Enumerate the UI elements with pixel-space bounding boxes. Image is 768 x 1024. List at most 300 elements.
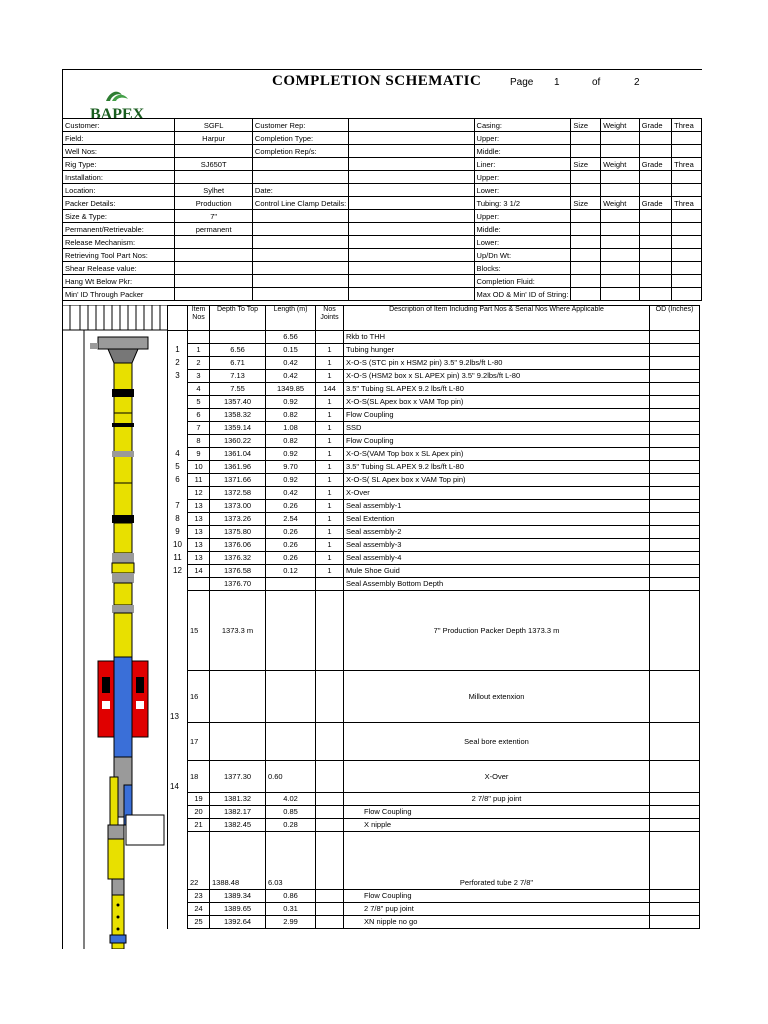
info-row (63, 236, 702, 249)
depth-cell (210, 331, 266, 344)
length-cell: 0.60 (266, 761, 316, 793)
info-cell (639, 132, 671, 145)
od-cell (650, 591, 700, 671)
info-row (63, 119, 702, 132)
depth-cell: 1388.48 (210, 832, 266, 890)
info-cell: Release Mechanism: (63, 236, 175, 249)
info-cell (571, 262, 601, 275)
info-cell (252, 210, 348, 223)
length-cell: 6.03 (266, 832, 316, 890)
joints-cell (316, 832, 344, 890)
info-cell (175, 249, 253, 262)
od-cell (650, 461, 700, 474)
length-cell: 0.86 (266, 890, 316, 903)
group-number (168, 916, 188, 929)
sheet-top-border (62, 69, 702, 70)
description-cell: X-O-S (HSM2 box x SL APEX pin) 3.5" 9.2lbs/ft L-80 (344, 370, 650, 383)
depth-cell (210, 671, 266, 723)
component-row-tall (168, 723, 700, 761)
of-label: of (592, 77, 601, 88)
depth-cell: 7.55 (210, 383, 266, 396)
joints-cell: 1 (316, 539, 344, 552)
well-info-table (62, 118, 702, 301)
depth-cell: 1376.70 (210, 578, 266, 591)
info-cell: Weight (601, 119, 640, 132)
joints-cell: 1 (316, 474, 344, 487)
group-number: 3 (168, 370, 188, 383)
group-number (168, 806, 188, 819)
item-number: 21 (188, 819, 210, 832)
description-cell: Tubing hunger (344, 344, 650, 357)
depth-cell: 1376.32 (210, 552, 266, 565)
info-cell (349, 288, 474, 301)
info-cell (349, 249, 474, 262)
component-row (168, 916, 700, 929)
od-cell (650, 331, 700, 344)
info-cell (349, 145, 474, 158)
od-cell (650, 422, 700, 435)
depth-cell: 1389.34 (210, 890, 266, 903)
depth-cell: 1373.00 (210, 500, 266, 513)
info-cell (672, 171, 702, 184)
hdr-item: Item Nos (188, 306, 210, 331)
description-cell: Seal assembly-4 (344, 552, 650, 565)
info-cell (349, 171, 474, 184)
od-cell (650, 526, 700, 539)
joints-cell: 1 (316, 565, 344, 578)
item-number: 23 (188, 890, 210, 903)
info-cell (601, 249, 640, 262)
info-cell (601, 288, 640, 301)
info-cell (175, 275, 253, 288)
info-cell (672, 262, 702, 275)
item-number: 20 (188, 806, 210, 819)
info-cell: Lower: (474, 236, 571, 249)
info-cell (252, 249, 348, 262)
info-cell: Hang Wt Below Pkr: (63, 275, 175, 288)
info-cell (349, 132, 474, 145)
component-header-row (168, 306, 700, 331)
group-number: 10 (168, 539, 188, 552)
info-cell (601, 145, 640, 158)
production-packer (98, 657, 148, 757)
info-cell (175, 288, 253, 301)
group-number (168, 396, 188, 409)
length-cell: 0.92 (266, 448, 316, 461)
depth-cell: 1375.80 (210, 526, 266, 539)
info-cell: Grade (639, 158, 671, 171)
description-cell: Perforated tube 2 7/8" (344, 832, 650, 890)
length-cell: 0.42 (266, 357, 316, 370)
info-cell (639, 223, 671, 236)
info-cell (252, 223, 348, 236)
info-cell: Lower: (474, 184, 571, 197)
info-row (63, 275, 702, 288)
component-row (168, 793, 700, 806)
item-number: 13 (188, 500, 210, 513)
joints-cell: 1 (316, 448, 344, 461)
joints-cell: 1 (316, 487, 344, 500)
group-number (168, 422, 188, 435)
od-cell (650, 890, 700, 903)
joints-cell: 1 (316, 461, 344, 474)
info-cell (571, 249, 601, 262)
length-cell (266, 591, 316, 671)
item-number: 19 (188, 793, 210, 806)
info-cell (349, 119, 474, 132)
component-row (168, 552, 700, 565)
od-cell (650, 723, 700, 761)
description-cell: 2 7/8" pup joint (344, 793, 650, 806)
info-cell (252, 236, 348, 249)
depth-cell: 1361.96 (210, 461, 266, 474)
od-cell (650, 832, 700, 890)
item-number: 13 (188, 552, 210, 565)
info-cell: Upper: (474, 171, 571, 184)
group-number (168, 723, 188, 761)
info-cell: 7" (175, 210, 253, 223)
info-cell (252, 288, 348, 301)
od-cell (650, 396, 700, 409)
component-row-tall (168, 761, 700, 793)
info-cell: Weight (601, 197, 640, 210)
length-cell: 0.82 (266, 435, 316, 448)
info-cell (672, 236, 702, 249)
joints-cell: 1 (316, 370, 344, 383)
tubing-hanger (90, 337, 148, 363)
joints-cell: 1 (316, 500, 344, 513)
group-number (168, 409, 188, 422)
info-cell (349, 158, 474, 171)
group-number: 7 (168, 500, 188, 513)
info-cell (672, 223, 702, 236)
item-number: 3 (188, 370, 210, 383)
info-cell (639, 288, 671, 301)
description-cell: X nipple (344, 819, 650, 832)
item-number: 14 (188, 565, 210, 578)
od-cell (650, 448, 700, 461)
component-row (168, 344, 700, 357)
group-number: 6 (168, 474, 188, 487)
info-cell: SGFL (175, 119, 253, 132)
length-cell: 0.26 (266, 526, 316, 539)
depth-cell: 7.13 (210, 370, 266, 383)
depth-cell: 1371.66 (210, 474, 266, 487)
length-cell: 0.28 (266, 819, 316, 832)
info-cell: Shear Release value: (63, 262, 175, 275)
od-cell (650, 903, 700, 916)
od-cell (650, 409, 700, 422)
length-cell: 0.92 (266, 474, 316, 487)
item-number: 18 (188, 761, 210, 793)
group-number: 12 (168, 565, 188, 578)
joints-cell: 1 (316, 344, 344, 357)
description-cell: Seal Assembly Bottom Depth (344, 578, 650, 591)
completion-sheet (62, 69, 702, 949)
component-row-tall (168, 591, 700, 671)
description-cell: Seal Extention (344, 513, 650, 526)
length-cell: 9.70 (266, 461, 316, 474)
joints-cell: 1 (316, 513, 344, 526)
group-number: 13 (168, 671, 188, 723)
description-cell: X-O-S(VAM Top box x SL Apex pin) (344, 448, 650, 461)
info-cell (252, 262, 348, 275)
depth-cell: 1377.30 (210, 761, 266, 793)
length-cell: 0.26 (266, 539, 316, 552)
depth-cell: 1357.40 (210, 396, 266, 409)
component-row (168, 409, 700, 422)
component-row (168, 461, 700, 474)
info-row (63, 223, 702, 236)
description-cell: Flow Coupling (344, 435, 650, 448)
component-row (168, 435, 700, 448)
depth-cell: 1376.58 (210, 565, 266, 578)
info-cell: Threa (672, 158, 702, 171)
info-cell: Size (571, 158, 601, 171)
component-row (168, 513, 700, 526)
item-number: 25 (188, 916, 210, 929)
joints-cell: 1 (316, 435, 344, 448)
od-cell (650, 344, 700, 357)
info-cell: Size & Type: (63, 210, 175, 223)
joints-cell (316, 723, 344, 761)
info-cell (639, 184, 671, 197)
component-row-tall (168, 671, 700, 723)
info-cell (349, 197, 474, 210)
logo-text: BAPEX (90, 106, 145, 121)
component-row (168, 578, 700, 591)
completion-diagram (62, 305, 167, 949)
info-cell: Harpur (175, 132, 253, 145)
joints-cell: 1 (316, 409, 344, 422)
depth-cell: 1373.3 m (210, 591, 266, 671)
group-number: 11 (168, 552, 188, 565)
info-cell (349, 262, 474, 275)
length-cell: 0.15 (266, 344, 316, 357)
info-cell (349, 223, 474, 236)
info-cell: Well Nos: (63, 145, 175, 158)
info-cell (252, 171, 348, 184)
length-cell: 0.26 (266, 552, 316, 565)
info-cell: Upper: (474, 132, 571, 145)
depth-cell: 1359.14 (210, 422, 266, 435)
info-cell: Size (571, 197, 601, 210)
description-cell: X-Over (344, 487, 650, 500)
info-cell (601, 223, 640, 236)
length-cell: 0.82 (266, 409, 316, 422)
depth-cell: 1360.22 (210, 435, 266, 448)
info-cell: Field: (63, 132, 175, 145)
info-cell: Grade (639, 197, 671, 210)
lower-string (108, 839, 126, 949)
info-cell: Control Line Clamp Details: (252, 197, 348, 210)
info-cell (601, 262, 640, 275)
depth-cell: 1373.26 (210, 513, 266, 526)
joints-cell (316, 793, 344, 806)
info-row (63, 145, 702, 158)
info-cell (601, 132, 640, 145)
info-cell (252, 275, 348, 288)
page-title: COMPLETION SCHEMATIC (272, 73, 482, 89)
info-cell (672, 210, 702, 223)
depth-cell: 6.56 (210, 344, 266, 357)
info-cell (252, 158, 348, 171)
description-cell: 2 7/8" pup joint (344, 903, 650, 916)
info-cell: Packer Details: (63, 197, 175, 210)
info-cell: Tubing: 3 1/2 (474, 197, 571, 210)
description-cell: 7" Production Packer Depth 1373.3 m (344, 591, 650, 671)
millout-extension (108, 757, 164, 845)
component-row (168, 526, 700, 539)
item-number: 17 (188, 723, 210, 761)
od-cell (650, 383, 700, 396)
component-row (168, 383, 700, 396)
depth-cell: 1382.17 (210, 806, 266, 819)
length-cell: 2.54 (266, 513, 316, 526)
info-cell (571, 236, 601, 249)
component-row (168, 448, 700, 461)
component-row (168, 396, 700, 409)
length-cell: 0.92 (266, 396, 316, 409)
item-number: 24 (188, 903, 210, 916)
info-cell: Middle: (474, 145, 571, 158)
info-cell (349, 184, 474, 197)
component-row (168, 819, 700, 832)
item-number: 13 (188, 539, 210, 552)
info-cell: Threa (672, 197, 702, 210)
od-cell (650, 552, 700, 565)
od-cell (650, 539, 700, 552)
info-cell (571, 145, 601, 158)
joints-cell (316, 671, 344, 723)
info-cell (175, 262, 253, 275)
info-cell (175, 171, 253, 184)
info-cell (672, 132, 702, 145)
od-cell (650, 513, 700, 526)
length-cell: 6.56 (266, 331, 316, 344)
info-cell (175, 145, 253, 158)
page-number: 1 (554, 77, 560, 88)
info-row (63, 288, 702, 301)
item-number: 2 (188, 357, 210, 370)
component-row (168, 487, 700, 500)
joints-cell (316, 806, 344, 819)
description-cell: XN nipple no go (344, 916, 650, 929)
info-cell: Completion Fluid: (474, 275, 571, 288)
joints-cell (316, 903, 344, 916)
group-number: 1 (168, 344, 188, 357)
depth-cell: 1361.04 (210, 448, 266, 461)
component-row (168, 357, 700, 370)
joints-cell: 1 (316, 396, 344, 409)
length-cell: 0.42 (266, 370, 316, 383)
info-cell: permanent (175, 223, 253, 236)
info-cell (601, 236, 640, 249)
item-number: 10 (188, 461, 210, 474)
info-cell (601, 210, 640, 223)
info-row (63, 210, 702, 223)
info-cell: SJ650T (175, 158, 253, 171)
info-cell: Min' ID Through Packer (63, 288, 175, 301)
depth-cell: 1376.06 (210, 539, 266, 552)
od-cell (650, 474, 700, 487)
length-cell: 1.08 (266, 422, 316, 435)
depth-cell: 1392.64 (210, 916, 266, 929)
info-cell: Permanent/Retrievable: (63, 223, 175, 236)
description-cell: X-Over (344, 761, 650, 793)
info-cell (639, 145, 671, 158)
length-cell: 0.26 (266, 500, 316, 513)
item-number (188, 331, 210, 344)
info-cell (571, 275, 601, 288)
component-row (168, 474, 700, 487)
info-cell: Upper: (474, 210, 571, 223)
joints-cell (316, 890, 344, 903)
info-cell (672, 249, 702, 262)
component-table (167, 305, 700, 929)
info-cell: Retrieving Tool Part Nos: (63, 249, 175, 262)
hdr-length: Length (m) (266, 306, 316, 331)
item-number: 4 (188, 383, 210, 396)
component-row (168, 500, 700, 513)
info-cell (571, 210, 601, 223)
info-cell: Completion Type: (252, 132, 348, 145)
component-row (168, 331, 700, 344)
info-cell (639, 171, 671, 184)
description-cell: X-O-S(SL Apex box x VAM Top pin) (344, 396, 650, 409)
info-cell (639, 210, 671, 223)
description-cell: Seal assembly-1 (344, 500, 650, 513)
info-cell (601, 171, 640, 184)
info-cell (349, 210, 474, 223)
item-number: 11 (188, 474, 210, 487)
component-row (168, 565, 700, 578)
length-cell (266, 723, 316, 761)
info-cell (571, 288, 601, 301)
group-number: 9 (168, 526, 188, 539)
joints-cell: 1 (316, 422, 344, 435)
component-row (168, 903, 700, 916)
group-number (168, 578, 188, 591)
item-number: 8 (188, 435, 210, 448)
component-row (168, 422, 700, 435)
length-cell: 1349.85 (266, 383, 316, 396)
length-cell (266, 671, 316, 723)
info-row (63, 158, 702, 171)
description-cell: Rkb to THH (344, 331, 650, 344)
info-cell (571, 171, 601, 184)
joints-cell (316, 916, 344, 929)
info-cell (672, 184, 702, 197)
item-number: 22 (188, 832, 210, 890)
info-row (63, 262, 702, 275)
od-cell (650, 916, 700, 929)
od-cell (650, 370, 700, 383)
od-cell (650, 435, 700, 448)
info-cell (571, 184, 601, 197)
description-cell: Millout extenxion (344, 671, 650, 723)
info-row (63, 171, 702, 184)
group-number (168, 832, 188, 890)
group-number (168, 383, 188, 396)
od-cell (650, 578, 700, 591)
page-total: 2 (634, 77, 640, 88)
component-row-tall (168, 832, 700, 890)
info-cell (639, 249, 671, 262)
info-cell: Up/Dn Wt: (474, 249, 571, 262)
od-cell (650, 819, 700, 832)
od-cell (650, 793, 700, 806)
